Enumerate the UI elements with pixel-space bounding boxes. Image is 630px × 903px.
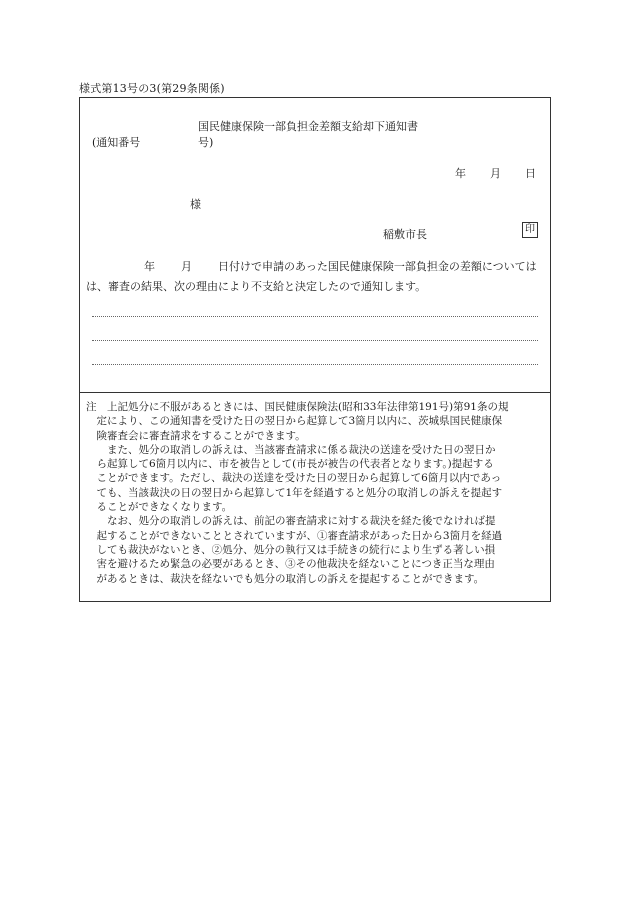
form-number: 様式第13号の3(第29条関係): [79, 82, 225, 95]
note-line: 注 上記処分に不服があるときには、国民健康保険法(昭和33年法律第191号)第91条の規: [86, 401, 509, 413]
body-year: 年: [144, 260, 155, 273]
body-text-line2: は、審査の結果、次の理由により不支給と決定したので通知します。: [86, 280, 427, 293]
form-title: 国民健康保険一部負担金差額支給却下通知書: [198, 120, 418, 133]
body-text-line1: [144, 258, 537, 274]
note-line: また、処分の取消しの訴えは、当該審査請求に係る裁決の送達を受けた日の翌日か: [86, 443, 496, 456]
note-line: 険審査会に審査請求をすることができます。: [86, 429, 306, 442]
note-line: 起することができないこととされていますが、①審査請求があった日から3箇月を経過: [86, 529, 503, 542]
note-line: があるときは、裁決を経ないでも処分の取消しの訴えを提起することができます。: [86, 572, 485, 585]
note-line: 定により、この通知書を受けた日の翌日から起算して3箇月以内に、茨城県国民健康保: [86, 415, 503, 428]
date-month: 月: [490, 167, 501, 180]
note-line: 害を避けるため緊急の必要があるとき、③その他裁決を経ないことにつき正当な理由: [86, 558, 495, 571]
issuer-name: 稲敷市長: [383, 228, 427, 241]
date-day: 日: [525, 167, 536, 180]
note-line: ら起算して6箇月以内に、市を被告として(市長が被告の代表者となります。)提起する: [86, 458, 494, 471]
date-year: 年: [455, 167, 466, 180]
section-divider: [80, 392, 550, 393]
body-line1-rest: 日付けで申請のあった国民健康保険一部負担金の差額については: [218, 260, 537, 273]
note-line: なお、処分の取消しの訴えは、前記の審査請求に対する裁決を経た後でなければ提: [86, 515, 496, 528]
note-line: ても、当該裁決の日の翌日から起算して1年を経過すると処分の取消しの訴えを提起す: [86, 486, 503, 499]
reason-line: [92, 364, 538, 365]
reason-line: [92, 340, 538, 341]
addressee-suffix: 様: [190, 198, 201, 211]
notice-number-label: (通知番号: [92, 136, 141, 149]
notice-number-suffix: 号): [198, 136, 214, 149]
body-month: 月: [181, 260, 192, 273]
seal-mark: 印: [522, 222, 538, 238]
reason-line: [92, 316, 538, 317]
notes-section: [86, 400, 548, 586]
note-line: しても裁決がないとき、②処分、処分の執行又は手続きの続行により生ずる著しい損: [86, 543, 496, 556]
form-frame: [79, 97, 551, 602]
note-line: ことができます。ただし、裁決の送達を受けた日の翌日から起算して6箇月以内であっ: [86, 472, 502, 485]
note-line: ることができなくなります。: [86, 501, 233, 514]
